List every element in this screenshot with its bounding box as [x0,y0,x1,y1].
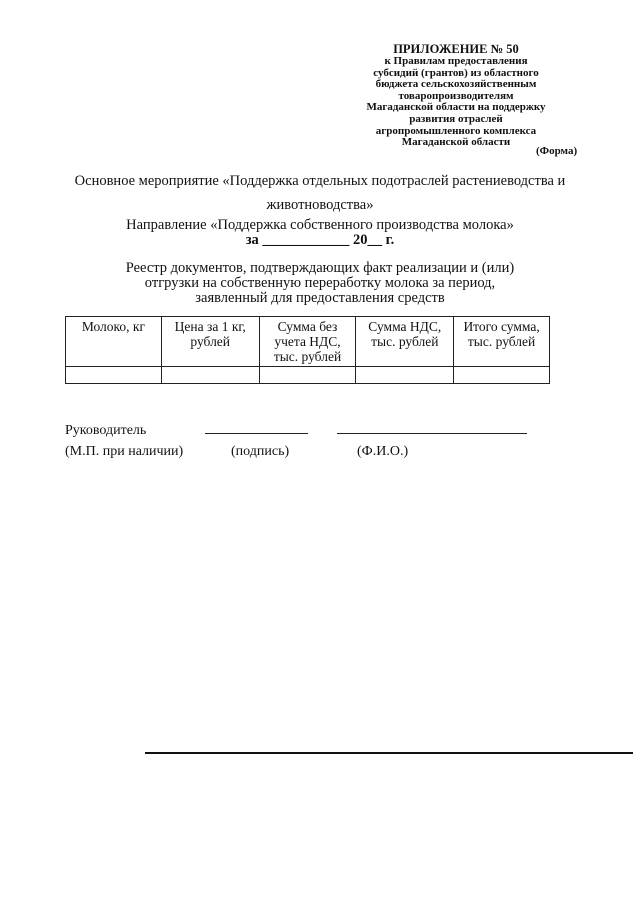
appendix-line: агропромышленного комплекса [375,124,537,137]
appendix-line: Магаданской области на поддержку [366,101,546,114]
footer-rule [145,752,633,754]
main-event-line1: Основное мероприятие «Поддержка отдельных подотраслей растениеводства и [74,173,566,189]
table-header-row [66,317,550,367]
appendix-line: субсидий (грантов) из областного [373,66,539,79]
table-cell [161,367,259,384]
table-row [66,367,550,384]
stamp-label: (М.П. при наличии) [65,444,184,459]
direction-period: за ____________ 20__ г. [245,232,395,248]
appendix-title: ПРИЛОЖЕНИЕ № 50 [393,42,519,56]
header-sum-without-vat: Сумма без учета НДС, тыс. рублей [259,317,356,367]
registry-line1: Реестр документов, подтверждающих факт реализации и (или) [125,260,515,276]
appendix-line: к Правилам предоставления [384,55,528,67]
header-vat-sum: Сумма НДС, тыс. рублей [356,317,454,367]
direction-text: Направление «Поддержка собственного производства молока» [126,217,514,233]
name-label: (Ф.И.О.) [357,444,409,459]
table-cell [66,367,162,384]
header-price-per-kg: Цена за 1 кг, рублей [161,317,259,367]
sign-label: (подпись) [231,444,290,459]
head-label: Руководитель [65,423,147,438]
table-cell [356,367,454,384]
registry-line2: отгрузки на собственную переработку молока за период, [144,275,496,291]
name-line [337,433,527,434]
signature-line [205,433,308,434]
registry-line3: заявленный для предоставления средств [195,290,445,306]
registry-table [65,316,550,384]
appendix-line: развития отраслей [409,112,503,125]
form-label: (Форма) [536,145,578,157]
table-cell [454,367,550,384]
header-total-sum: Итого сумма, тыс. рублей [454,317,550,367]
appendix-line: товаропроизводителям [398,89,514,102]
main-event-line2: животноводства» [266,197,374,213]
appendix-line: бюджета сельскохозяйственным [375,78,537,91]
table-cell [259,367,356,384]
appendix-header [340,42,572,149]
appendix-line: Магаданской области [401,136,511,149]
header-milk-kg: Молоко, кг [66,317,162,367]
